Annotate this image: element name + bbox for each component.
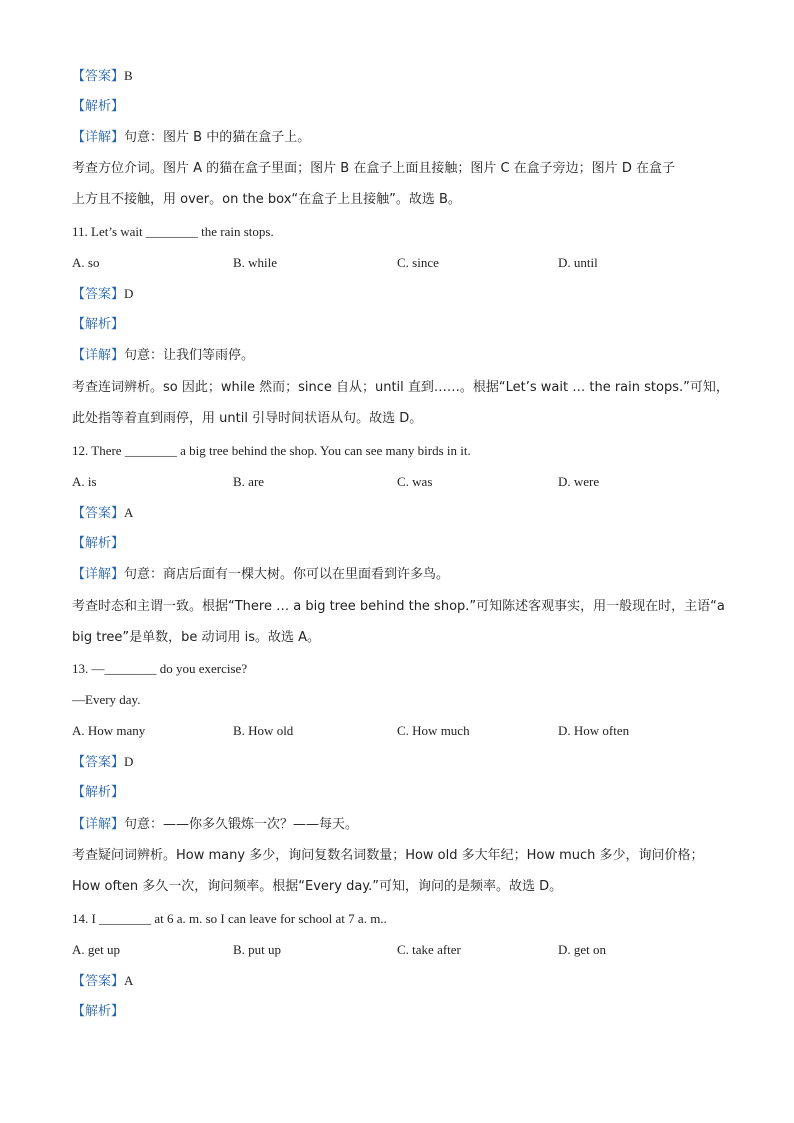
analysis-tag: 【解析】 [72,99,125,114]
question-11-stem: 11. Let’s wait ________ the rain stops. [72,224,274,239]
option-a: A. so [72,255,100,270]
answer-value: D [124,754,134,769]
answer-tag: 【答案】 [72,287,125,302]
detail-line-11 [72,346,722,366]
option-d: D. get on [558,942,607,957]
detail-line-10 [72,128,722,148]
detail-text: 句意：——你多久锻炼一次？——每天。 [124,817,359,832]
explanation-line: 考查连词辨析。so 因此；while 然而；since 自从；until 直到……。根据“Let’s wait … the rain stops.”可知， [72,380,729,395]
detail-line-12 [72,565,722,585]
option-b: B. while [233,255,278,270]
explanation-line: 上方且不接触，用 over。on the box“在盒子上且接触”。故选 B。 [72,192,461,207]
analysis-tag: 【解析】 [72,317,125,332]
answer-value: B [124,68,133,83]
explanation-line: 此处指等着直到雨停，用 until 引导时间状语从句。故选 D。 [72,411,423,426]
detail-line-13 [72,815,722,835]
option-b: B. put up [233,942,282,957]
analysis-tag: 【解析】 [72,785,125,800]
analysis-line-10 [72,97,722,117]
answer-line-11 [72,284,722,305]
option-d: D. were [558,474,600,489]
detail-text: 句意：图片 B 中的猫在盒子上。 [124,130,311,145]
option-a: A. How many [72,723,146,738]
analysis-line-13 [72,783,722,803]
analysis-tag: 【解析】 [72,536,125,551]
detail-text: 句意：商店后面有一棵大树。你可以在里面看到许多鸟。 [124,567,450,582]
answer-line-14 [72,971,722,992]
detail-tag: 【详解】 [72,567,125,582]
answer-tag: 【答案】 [72,69,125,84]
option-b: B. How old [233,723,294,738]
question-12-stem: 12. There ________ a big tree behind the shop. You can see many birds in it. [72,443,471,458]
explanation-line: 考查方位介词。图片 A 的猫在盒子里面；图片 B 在盒子上面且接触；图片 C 在盒子旁边；图片 D 在盒子 [72,161,675,176]
option-d: D. until [558,255,598,270]
answer-value: A [124,973,134,988]
option-b: B. are [233,474,265,489]
analysis-line-12 [72,534,722,554]
option-a: A. get up [72,942,121,957]
explanation-line: 考查疑问词辨析。How many 多少，询问复数名词数量；How old 多大年纪；How much 多少，询问价格； [72,848,704,863]
explanation-line: big tree”是单数，be 动词用 is。故选 A。 [72,630,321,645]
answer-line-12 [72,503,722,524]
analysis-line-11 [72,315,722,335]
detail-text: 句意：让我们等雨停。 [124,348,255,363]
answer-line-13 [72,752,722,773]
analysis-line-14 [72,1002,722,1022]
detail-tag: 【详解】 [72,348,125,363]
question-13-reply: —Every day. [72,692,141,707]
answer-value: A [124,505,134,520]
answer-tag: 【答案】 [72,506,125,521]
detail-tag: 【详解】 [72,130,125,145]
explanation-line: 考查时态和主谓一致。根据“There … a big tree behind the shop.”可知陈述客观事实，用一般现在时，主语“a [72,599,725,614]
option-d: D. How often [558,723,630,738]
option-c: C. take after [397,942,461,957]
answer-line-10 [72,66,722,87]
answer-tag: 【答案】 [72,974,125,989]
question-14-stem: 14. I ________ at 6 a. m. so I can leave for school at 7 a. m.. [72,911,387,926]
option-a: A. is [72,474,97,489]
option-c: C. since [397,255,439,270]
answer-value: D [124,286,134,301]
explanation-line: How often 多久一次，询问频率。根据“Every day.”可知，询问的是频率。故选 D。 [72,879,563,894]
option-c: C. How much [397,723,470,738]
answer-tag: 【答案】 [72,755,125,770]
question-13-stem: 13. —________ do you exercise? [72,661,248,676]
analysis-tag: 【解析】 [72,1004,125,1019]
option-c: C. was [397,474,433,489]
detail-tag: 【详解】 [72,817,125,832]
